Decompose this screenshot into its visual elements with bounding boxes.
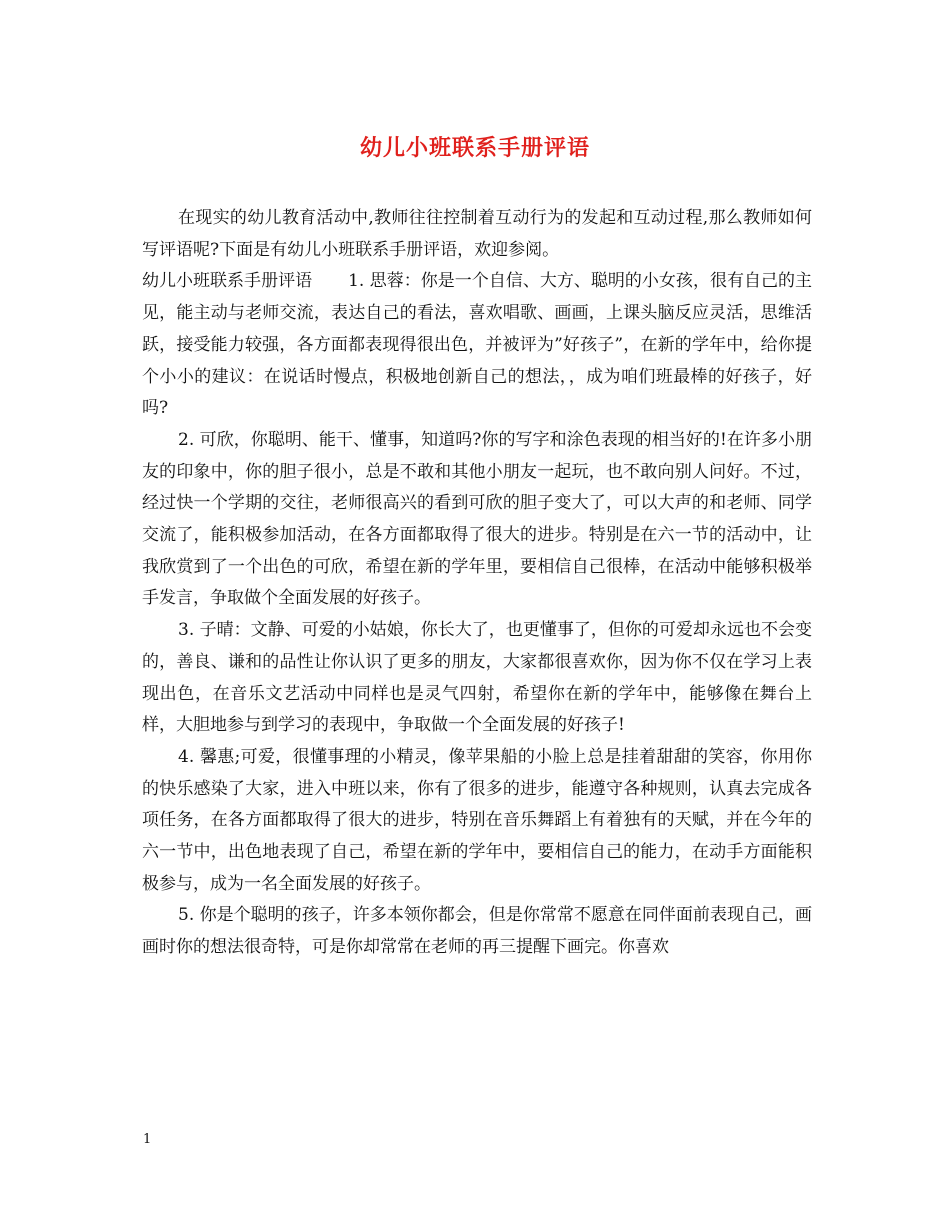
comment-text-1: 1. 思蓉：你是一个自信、大方、聪明的小女孩，很有自己的主见，能主动与老师交流，表达自己的看法，喜欢唱歌、画画，上课头脑反应灵活，思维活跃，接受能力较强，各方面都表现得很出色，并被评为”好孩子”，在新的学年中，给你提个小小的建议：在说话时慢点，积极地创新自己的想法，，成为咱们班最棒的好孩子，好吗? bbox=[142, 271, 813, 419]
document-title: 幼儿小班联系手册评语 bbox=[359, 135, 590, 161]
document-body bbox=[142, 203, 812, 964]
section-heading: 幼儿小班联系手册评语 bbox=[142, 271, 313, 292]
intro-paragraph: 在现实的幼儿教育活动中,教师往往控制着互动行为的发起和互动过程,那么教师如何写评语呢?下面是有幼儿小班联系手册评语，欢迎参阅。 bbox=[142, 208, 812, 260]
comment-paragraph-4: 4. 馨惠;可爱，很懂事理的小精灵，像苹果船的小脸上总是挂着甜甜的笑容，你用你的快乐感染了大家，进入中班以来，你有了很多的进步，能遵守各种规则，认真去完成各项任务，在各方面都取得了很大的进步，特别在音乐舞蹈上有着独有的天赋，并在今年的六一节中，出色地表现了自己，希望在新的学年中，要相信自己的能力，在动手方面能积极参与，成为一名全面发展的好孩子。 bbox=[142, 746, 812, 894]
page-number: 1 bbox=[143, 1132, 152, 1147]
comment-paragraph-3: 3. 子晴：文静、可爱的小姑娘，你长大了，也更懂事了，但你的可爱却永远也不会变的，善良、谦和的品性让你认识了更多的朋友，大家都很喜欢你，因为你不仅在学习上表现出色，在音乐文艺活动中同样也是灵气四射，希望你在新的学年中，能够像在舞台上样，大胆地参与到学习的表现中，争取做一个全面发展的好孩子! bbox=[142, 620, 812, 736]
comment-paragraph-2: 2. 可欣，你聪明、能干、懂事，知道吗?你的写字和涂色表现的相当好的!在许多小朋友的印象中，你的胆子很小，总是不敢和其他小朋友一起玩，也不敢向别人问好。不过，经过快一个学期的交往，老师很高兴的看到可欣的胆子变大了，可以大声的和老师、同学交流了，能积极参加活动，在各方面都取得了很大的进步。特别是在六一节的活动中，让我欣赏到了一个出色的可欣，希望在新的学年里，要相信自己很棒，在活动中能够积极举手发言，争取做个全面发展的好孩子。 bbox=[142, 429, 812, 609]
comment-paragraph-5: 5. 你是个聪明的孩子，许多本领你都会，但是你常常不愿意在同伴面前表现自己，画画时你的想法很奇特，可是你却常常在老师的再三提醒下画完。你喜欢 bbox=[142, 905, 812, 958]
comment-paragraph-1 bbox=[142, 266, 812, 425]
